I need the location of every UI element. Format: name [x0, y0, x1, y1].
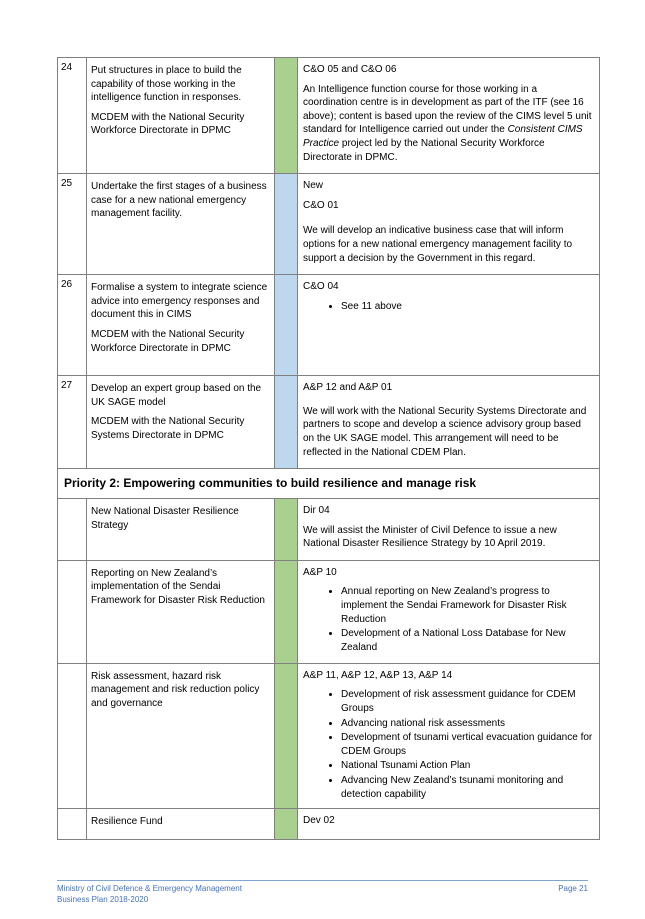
row-number: 26	[58, 275, 87, 376]
action-text: Reporting on New Zealand’s implementation of the Sendai Framework for Disaster Risk Reduction	[91, 567, 265, 607]
list-item: • Advancing New Zealand’s tsunami monitoring and detection capability	[341, 774, 593, 801]
detail-cell	[298, 376, 600, 469]
action-cell	[87, 809, 275, 840]
detail-cell	[298, 275, 600, 376]
list-item: • Advancing national risk assessments	[341, 717, 593, 731]
table-row	[58, 275, 600, 376]
footer-plan-name: Business Plan 2018-2020	[57, 895, 149, 904]
action-text: Resilience Fund	[91, 816, 163, 828]
status-cell	[275, 809, 298, 840]
detail-text: We will assist the Minister of Civil Defence to issue a new National Disaster Resilience Strategy by 10 April 2019.	[303, 524, 557, 550]
row-number: 24	[58, 58, 87, 174]
detail-cell	[298, 58, 600, 174]
action-owner: MCDEM with the National Security Systems Directorate in DPMC	[91, 416, 245, 441]
action-owner: MCDEM with the National Security Workforce Directorate in DPMC	[91, 328, 245, 354]
action-text: Undertake the first stages of a business case for a new national emergency management facility.	[91, 181, 267, 220]
status-cell	[275, 499, 298, 561]
detail-reference: Dev 02	[303, 815, 335, 827]
row-number	[58, 499, 87, 561]
table-row	[58, 499, 600, 561]
detail-status: New	[303, 180, 324, 192]
bullet-list	[303, 585, 593, 654]
action-text: Risk assessment, hazard risk management and risk reduction policy and governance	[91, 670, 260, 710]
detail-reference: A&P 12 and A&P 01	[303, 382, 393, 394]
detail-cell	[298, 560, 600, 663]
detail-text-part: project led by the National Security Workforce Directorate in DPMC.	[303, 137, 545, 163]
detail-text	[303, 83, 593, 165]
action-owner: MCDEM with the National Security Workforce Directorate in DPMC	[91, 111, 245, 137]
footer-divider	[57, 880, 588, 881]
status-cell	[275, 58, 298, 174]
action-cell	[87, 499, 275, 561]
footer-organisation: Ministry of Civil Defence & Emergency Management	[57, 884, 242, 893]
project-name: Consistent CIMS Practice	[303, 124, 583, 149]
bullet-list	[303, 688, 593, 801]
action-cell	[87, 275, 275, 376]
status-cell	[275, 560, 298, 663]
detail-cell	[298, 499, 600, 561]
status-cell	[275, 275, 298, 376]
detail-reference: A&P 11, A&P 12, A&P 13, A&P 14	[303, 669, 453, 681]
detail-text: We will work with the National Security Systems Directorate and partners to scope and develop a science advisory group based on the UK SAGE model. This arrangement will need to be reflected in the National CDEM Plan.	[303, 405, 587, 458]
detail-reference: C&O 04	[303, 281, 339, 293]
detail-cell	[298, 663, 600, 808]
row-number: 25	[58, 174, 87, 275]
list-item: • Development of risk assessment guidance for CDEM Groups	[341, 688, 593, 715]
row-number	[58, 663, 87, 808]
action-text: Develop an expert group based on the UK SAGE model	[91, 383, 262, 408]
action-text: New National Disaster Resilience Strategy	[91, 506, 239, 531]
table-row	[58, 663, 600, 808]
status-cell	[275, 376, 298, 469]
bullet-list	[303, 300, 593, 314]
detail-cell	[298, 809, 600, 840]
detail-text: We will develop an indicative business case that will inform options for a new national emergency management facility to support a decision by the Government in this regard.	[303, 225, 573, 264]
action-cell	[87, 58, 275, 174]
detail-reference: A&P 10	[303, 566, 337, 578]
priority-heading: Priority 2: Empowering communities to build resilience and manage risk	[58, 469, 600, 499]
row-number: 27	[58, 376, 87, 469]
detail-reference: C&O 05 and C&O 06	[303, 64, 397, 75]
detail-reference: Dir 04	[303, 505, 330, 517]
action-cell	[87, 376, 275, 469]
table-row	[58, 560, 600, 663]
priority-heading-row	[58, 469, 600, 499]
action-text: Formalise a system to integrate science advice into emergency responses and document this in CIMS	[91, 282, 268, 321]
table-row	[58, 376, 600, 469]
status-cell	[275, 663, 298, 808]
action-cell	[87, 663, 275, 808]
action-text: Put structures in place to build the capability of those working in the intelligence function in responses.	[91, 65, 242, 104]
page-number: Page 21	[558, 884, 588, 893]
table-row	[58, 809, 600, 840]
table-row	[58, 58, 600, 174]
row-number	[58, 809, 87, 840]
detail-cell	[298, 174, 600, 275]
business-plan-table	[57, 57, 600, 840]
row-number	[58, 560, 87, 663]
table-row	[58, 174, 600, 275]
list-item: • Development of tsunami vertical evacuation guidance for CDEM Groups	[341, 731, 593, 758]
list-item: • Development of a National Loss Database for New Zealand	[341, 627, 593, 654]
list-item: • Annual reporting on New Zealand’s progress to implement the Sendai Framework for Disaster Risk Reduction	[341, 585, 593, 626]
list-item: • National Tsunami Action Plan	[341, 759, 593, 773]
list-item: • See 11 above	[341, 300, 593, 314]
action-cell	[87, 560, 275, 663]
status-cell	[275, 174, 298, 275]
detail-text-part: An Intelligence function course for those working in a coordination centre is in development as part of the ITF (see 16 above); content is based upon the review of the CIMS level 5 unit standard for Intelligence carried out under the	[303, 83, 592, 136]
detail-reference: C&O 01	[303, 199, 339, 211]
action-cell	[87, 174, 275, 275]
